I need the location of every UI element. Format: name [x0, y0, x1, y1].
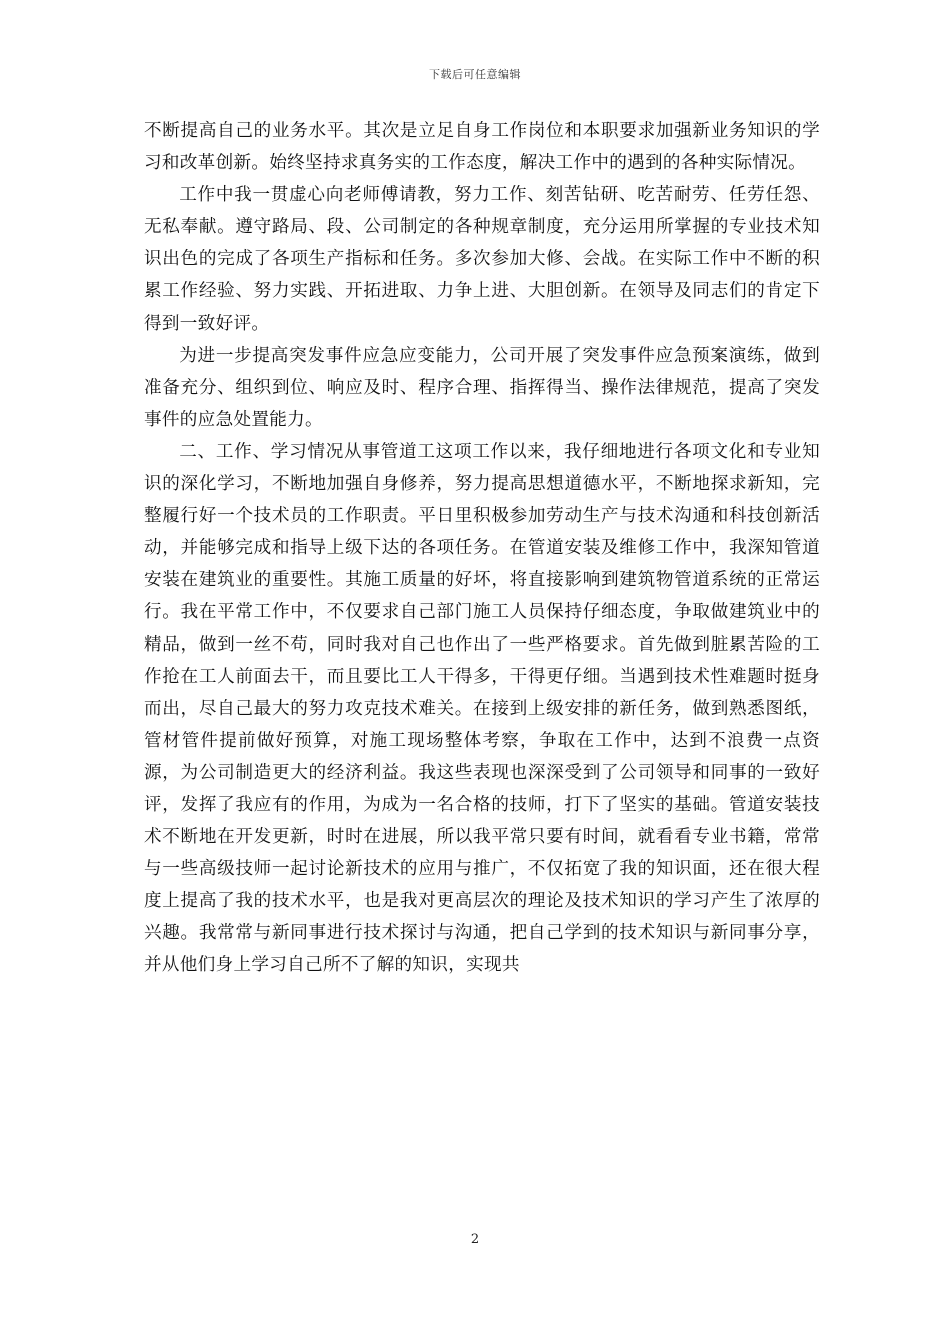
page-header: 下载后可任意编辑: [429, 68, 521, 81]
paragraph-1: 不断提高自己的业务水平。其次是立足自身工作岗位和本职要求加强新业务知识的学习和改革创新。始终坚持求真务实的工作态度，解决工作中的遇到的各种实际情况。: [144, 121, 820, 174]
page-number: 2: [470, 1232, 480, 1247]
paragraph-4: 二、工作、学习情况从事管道工这项工作以来，我仔细地进行各项文化和专业知识的深化学习，不断地加强自身修养，努力提高思想道德水平，不断地探求新知，完整履行好一个技术员的工作职责。平日里积极参加劳动生产与技术沟通和科技创新活动，并能够完成和指导上级下达的各项任务。在管道安装及维修工作中，我深知管道安装在建筑业的重要性。其施工质量的好坏，将直接影响到建筑物管道系统的正常运行。我在平常工作中，不仅要求自己部门施工人员保持仔细态度，争取做建筑业中的精品，做到一丝不苟，同时我对自己也作出了一些严格要求。首先做到脏累苦险的工作抢在工人前面去干，而且要比工人干得多，干得更仔细。当遇到技术性难题时挺身而出，尽自己最大的努力攻克技术难关。在接到上级安排的新任务，做到熟悉图纸，管材管件提前做好预算，对施工现场整体考察，争取在工作中，达到不浪费一点资源，为公司制造更大的经济利益。我这些表现也深深受到了公司领导和同事的一致好评，发挥了我应有的作用，为成为一名合格的技师，打下了坚实的基础。管道安装技术不断地在开发更新，时时在进展，所以我平常只要有时间，就看看专业书籍，常常与一些高级技师一起讨论新技术的应用与推广，不仅拓宽了我的知识面，还在很大程度上提高了我的技术水平，也是我对更高层次的理论及技术知识的学习产生了浓厚的兴趣。我常常与新同事进行技术探讨与沟通，把自己学到的技术知识与新同事分享，并从他们身上学习自己所不了解的知识，实现共: [144, 441, 820, 976]
paragraph-3: 为进一步提高突发事件应急应变能力，公司开展了突发事件应急预案演练，做到准备充分、组织到位、响应及时、程序合理、指挥得当、操作法律规范，提高了突发事件的应急处置能力。: [144, 345, 820, 430]
paragraph-2: 工作中我一贯虚心向老师傅请教，努力工作、刻苦钻研、吃苦耐劳、任劳任怨、无私奉献。遵守路局、段、公司制定的各种规章制度，充分运用所掌握的专业技术知识出色的完成了各项生产指标和任务。多次参加大修、会战。在实际工作中不断的积累工作经验、努力实践、开拓进取、力争上进、大胆创新。在领导及同志们的肯定下得到一致好评。: [144, 185, 820, 334]
document-body: [144, 115, 820, 982]
